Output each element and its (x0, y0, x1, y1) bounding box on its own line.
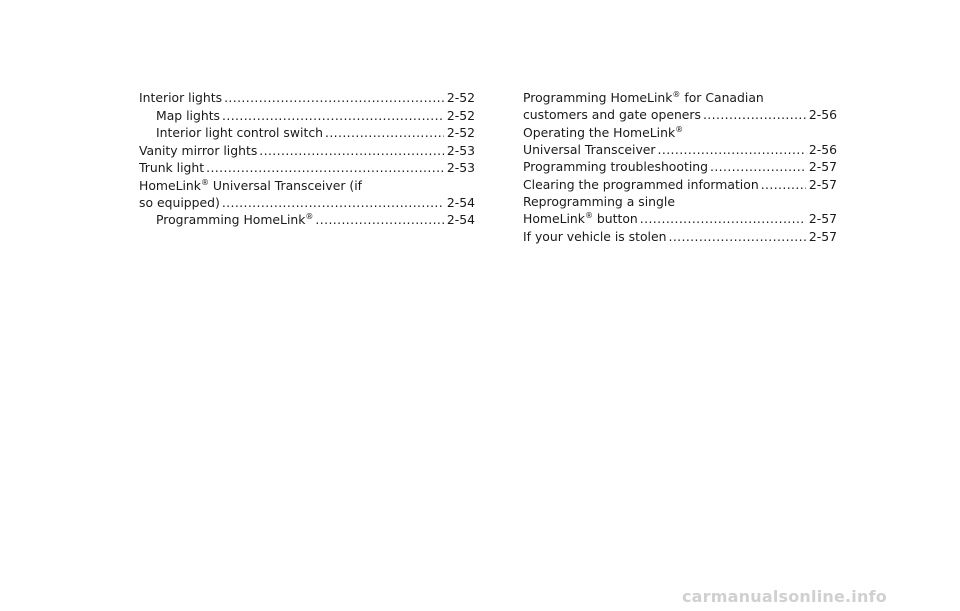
toc-entry-title: Clearing the programmed information (523, 176, 759, 192)
toc-entry-title-line1: Programming HomeLink® for Canadian (523, 90, 764, 105)
dot-leader (761, 176, 806, 193)
toc-page-number: 2-53 (446, 142, 475, 158)
toc-page-number: 2-57 (808, 228, 837, 244)
toc-entry-vanity-mirror-lights[interactable] (139, 142, 475, 159)
dot-leader (703, 106, 806, 123)
toc-entry-title-line1: Operating the HomeLink® (523, 124, 684, 140)
toc-entry-vehicle-stolen[interactable] (523, 228, 837, 245)
toc-entry-interior-light-control-switch[interactable] (139, 124, 475, 141)
toc-page-number: 2-52 (446, 90, 475, 105)
registered-mark: ® (675, 124, 684, 134)
toc-entry-title: If your vehicle is stolen (523, 228, 667, 244)
toc-page-number: 2-53 (446, 160, 475, 175)
toc-entry-trunk-light[interactable] (139, 159, 475, 176)
dot-leader (640, 210, 806, 227)
toc-entry-title: Vanity mirror lights (139, 142, 258, 158)
toc-entry-programming-homelink[interactable] (139, 211, 475, 228)
toc-entry-title-line1: HomeLink® Universal Transceiver (if (139, 177, 362, 193)
dot-leader (668, 228, 805, 245)
dot-leader (315, 211, 443, 228)
toc-entry-title: Interior light control switch (156, 125, 323, 140)
toc-page-number: 2-57 (808, 159, 837, 174)
toc-left-column (139, 89, 475, 229)
toc-page-number: 2-56 (808, 107, 837, 122)
toc-entry-operating-homelink[interactable] (523, 124, 837, 158)
watermark: carmanualsonline.info (682, 587, 887, 606)
dot-leader (206, 159, 444, 176)
registered-mark: ® (305, 212, 314, 221)
toc-entry-title: Programming troubleshooting (523, 159, 708, 174)
toc-page-number: 2-54 (446, 194, 475, 210)
toc-entry-title: Map lights (156, 107, 221, 123)
toc-entry-title: Trunk light (139, 160, 205, 175)
dot-leader (222, 194, 444, 211)
registered-mark: ® (584, 211, 593, 220)
toc-entry-title: Universal Transceiver (523, 141, 656, 157)
toc-entry-interior-lights[interactable] (139, 89, 475, 106)
toc-entry-programming-troubleshooting[interactable] (523, 158, 837, 175)
toc-page-number: 2-52 (446, 125, 475, 140)
dot-leader (710, 158, 806, 175)
toc-page-number: 2-57 (808, 176, 837, 192)
toc-entry-homelink-universal-transceiver[interactable] (139, 177, 475, 211)
toc-entry-title: customers and gate openers (523, 107, 701, 122)
toc-page-number: 2-54 (446, 212, 475, 227)
toc-page-number: 2-57 (808, 211, 837, 226)
dot-leader (658, 141, 806, 158)
toc-entry-title: Interior lights (139, 90, 223, 105)
toc-page-number: 2-56 (808, 141, 837, 157)
dot-leader (224, 89, 444, 106)
toc-right-column (523, 89, 837, 245)
toc-entry-title: Programming HomeLink® (156, 212, 314, 227)
toc-entry-clearing-programmed-information[interactable] (523, 176, 837, 193)
registered-mark: ® (672, 90, 681, 99)
dot-leader (222, 107, 444, 124)
toc-entry-programming-homelink-canadian[interactable] (523, 89, 837, 123)
toc-entry-title: so equipped) (139, 194, 220, 210)
toc-entry-reprogramming-single-button[interactable] (523, 193, 837, 227)
toc-entry-title-line1: Reprogramming a single (523, 194, 675, 209)
toc-entry-title: HomeLink® button (523, 211, 638, 226)
dot-leader (259, 142, 444, 159)
dot-leader (325, 124, 444, 141)
toc-page-number: 2-52 (446, 107, 475, 123)
toc-entry-map-lights[interactable] (139, 107, 475, 124)
registered-mark: ® (200, 177, 209, 187)
